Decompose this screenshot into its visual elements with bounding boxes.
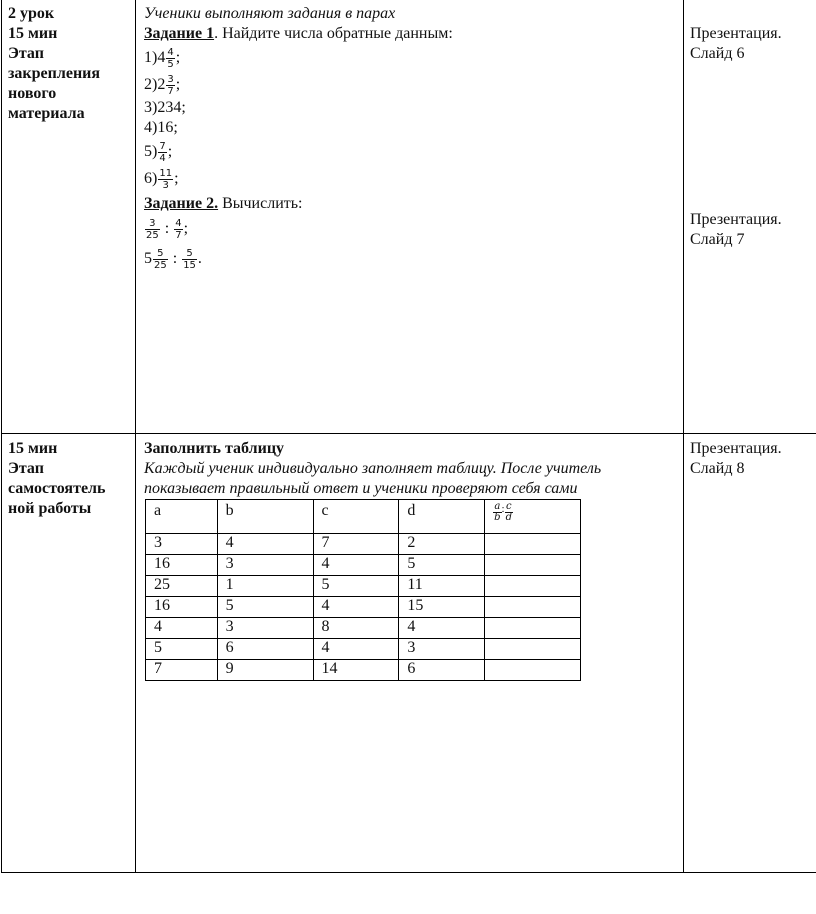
fraction bbox=[174, 218, 182, 241]
fraction-numerator: 5 bbox=[182, 248, 197, 260]
task2-heading bbox=[144, 194, 679, 214]
task1-item-suffix: ; bbox=[174, 170, 179, 187]
table-border-bottom bbox=[1, 872, 816, 873]
task1-item-suffix: ; bbox=[175, 76, 181, 93]
resource-label: Презентация. bbox=[690, 25, 782, 42]
table-cell: 8 bbox=[313, 618, 399, 639]
row2-stage-line: 15 мин bbox=[8, 440, 58, 457]
table-header-cell: d bbox=[399, 500, 485, 534]
table-answer-cell bbox=[485, 576, 581, 597]
fraction-denominator: 3 bbox=[162, 179, 169, 191]
table-cell: 4 bbox=[217, 534, 313, 555]
fraction bbox=[166, 74, 174, 97]
table-cell: 7 bbox=[313, 534, 399, 555]
resource-label: Презентация. bbox=[690, 211, 782, 228]
table-cell: 15 bbox=[399, 597, 485, 618]
fraction bbox=[145, 218, 160, 241]
table-cell: 4 bbox=[313, 597, 399, 618]
table-cell: 4 bbox=[399, 618, 485, 639]
fraction bbox=[158, 168, 173, 191]
table-answer-cell bbox=[485, 618, 581, 639]
table-header-formula-cell bbox=[485, 500, 581, 534]
table-cell: 25 bbox=[146, 576, 218, 597]
table-cell: 9 bbox=[217, 660, 313, 681]
row1-resource-slide7 bbox=[690, 210, 814, 250]
table-cell: 2 bbox=[399, 534, 485, 555]
row2-content-cell bbox=[144, 439, 679, 499]
fraction-denominator: b bbox=[494, 512, 501, 523]
fraction-numerator: 3 bbox=[167, 73, 174, 85]
table-cell: 1 bbox=[217, 576, 313, 597]
fraction-numerator: a bbox=[494, 501, 501, 512]
fraction-denominator: 7 bbox=[167, 85, 174, 97]
task2-expression bbox=[144, 214, 679, 244]
task1-item-prefix: 6) bbox=[144, 170, 158, 187]
task1-item bbox=[144, 165, 679, 192]
row2-description: показывает правильный ответ и ученики проверяют себя сами bbox=[144, 480, 578, 497]
table-cell: 6 bbox=[399, 660, 485, 681]
table-row bbox=[146, 639, 581, 660]
fraction bbox=[493, 502, 501, 523]
row2-resource-slide8 bbox=[690, 439, 814, 479]
fraction-numerator: 11 bbox=[159, 167, 173, 179]
table-row bbox=[146, 618, 581, 639]
table-cell: 4 bbox=[313, 555, 399, 576]
table-row bbox=[146, 534, 581, 555]
table-answer-cell bbox=[485, 555, 581, 576]
table-cell: 14 bbox=[313, 660, 399, 681]
task1-item bbox=[144, 138, 679, 165]
fraction-numerator: 5 bbox=[153, 248, 168, 260]
division-sign: : bbox=[168, 250, 182, 267]
task1-item-suffix: ; bbox=[175, 49, 181, 66]
row2-stage-cell bbox=[8, 439, 132, 519]
table-cell: 5 bbox=[399, 555, 485, 576]
table-cell: 3 bbox=[399, 639, 485, 660]
task1-title: Задание 1 bbox=[144, 25, 215, 42]
row1-stage-cell bbox=[8, 4, 132, 124]
fraction bbox=[158, 141, 166, 164]
table-cell: 7 bbox=[146, 660, 218, 681]
fraction-denominator: 5 bbox=[167, 58, 174, 70]
row1-stage-line: Этап bbox=[8, 45, 44, 62]
fraction-denominator: d bbox=[505, 512, 512, 523]
whole-part: 5 bbox=[144, 250, 152, 267]
table-cell: 16 bbox=[146, 555, 218, 576]
resource-slide: Слайд 6 bbox=[690, 45, 745, 62]
task2-expression bbox=[144, 244, 679, 274]
row1-stage-line: 2 урок bbox=[8, 5, 55, 22]
table-border-col1 bbox=[135, 0, 136, 873]
table-cell: 4 bbox=[146, 618, 218, 639]
table-cell: 6 bbox=[217, 639, 313, 660]
task2-text: Вычислить: bbox=[218, 195, 303, 212]
task1-item-prefix: 5) bbox=[144, 143, 158, 160]
resource-slide: Слайд 7 bbox=[690, 231, 745, 248]
task1-heading bbox=[144, 24, 679, 44]
row1-resource-slide6 bbox=[690, 24, 814, 64]
table-row bbox=[146, 576, 581, 597]
exercise-table bbox=[145, 499, 581, 681]
row1-intro: Ученики выполняют задания в парах bbox=[144, 5, 396, 22]
table-header-cell: c bbox=[313, 500, 399, 534]
resource-label: Презентация. bbox=[690, 440, 782, 457]
table-cell: 3 bbox=[146, 534, 218, 555]
fraction-denominator: 4 bbox=[159, 152, 166, 164]
fraction-denominator: 7 bbox=[175, 229, 182, 241]
task1-item bbox=[144, 44, 679, 71]
table-cell: 3 bbox=[217, 618, 313, 639]
table-answer-cell bbox=[485, 639, 581, 660]
fraction-numerator: 4 bbox=[175, 217, 182, 229]
task1-text: . Найдите числа обратные данным: bbox=[214, 25, 453, 42]
fraction bbox=[182, 248, 197, 271]
row1-stage-line: 15 мин bbox=[8, 25, 58, 42]
task1-item bbox=[144, 71, 679, 98]
expression-suffix: . bbox=[197, 250, 202, 267]
row1-stage-line: материала bbox=[8, 105, 85, 122]
row2-title: Заполнить таблицу bbox=[144, 440, 285, 457]
task1-item: 3)234; bbox=[144, 99, 186, 116]
table-answer-cell bbox=[485, 660, 581, 681]
table-answer-cell bbox=[485, 534, 581, 555]
row1-stage-line: закрепления bbox=[8, 65, 101, 82]
fraction-numerator: c bbox=[505, 501, 512, 512]
fraction bbox=[166, 47, 174, 70]
row2-stage-line: Этап bbox=[8, 460, 44, 477]
table-cell: 5 bbox=[313, 576, 399, 597]
fraction-denominator: 25 bbox=[146, 229, 159, 241]
table-answer-cell bbox=[485, 597, 581, 618]
table-cell: 11 bbox=[399, 576, 485, 597]
expression-suffix: ; bbox=[183, 220, 189, 237]
task1-item-prefix: 1)4 bbox=[144, 49, 166, 66]
fraction bbox=[153, 248, 168, 271]
table-header-cell: a bbox=[146, 500, 218, 534]
table-cell: 5 bbox=[146, 639, 218, 660]
fraction-numerator: 3 bbox=[145, 218, 160, 230]
table-cell: 16 bbox=[146, 597, 218, 618]
division-sign: : bbox=[501, 503, 505, 515]
fraction bbox=[505, 502, 513, 523]
table-cell: 5 bbox=[217, 597, 313, 618]
table-row bbox=[146, 555, 581, 576]
fraction-denominator: 25 bbox=[154, 259, 167, 271]
task1-item: 4)16; bbox=[144, 119, 178, 136]
task1-item-suffix: ; bbox=[167, 143, 173, 160]
fraction-numerator: 4 bbox=[167, 46, 174, 58]
table-header-cell: b bbox=[217, 500, 313, 534]
row2-stage-line: самостоятель bbox=[8, 480, 106, 497]
row2-description: Каждый ученик индивидуально заполняет таблицу. После учитель bbox=[144, 460, 602, 477]
resource-slide: Слайд 8 bbox=[690, 460, 745, 477]
table-border-col2 bbox=[683, 0, 684, 873]
task1-item-prefix: 2)2 bbox=[144, 76, 166, 93]
row1-content-cell bbox=[144, 4, 679, 274]
table-row bbox=[146, 597, 581, 618]
table-cell: 4 bbox=[313, 639, 399, 660]
table-header-row bbox=[146, 500, 581, 534]
fraction-numerator: 7 bbox=[159, 140, 166, 152]
table-cell: 3 bbox=[217, 555, 313, 576]
table-row bbox=[146, 660, 581, 681]
division-sign: : bbox=[160, 220, 174, 237]
table-border-left bbox=[1, 0, 2, 873]
task2-title: Задание 2. bbox=[144, 195, 219, 212]
row2-stage-line: ной работы bbox=[8, 500, 92, 517]
row1-stage-line: нового bbox=[8, 85, 57, 102]
fraction-denominator: 15 bbox=[183, 259, 196, 271]
table-border-row-divider bbox=[1, 433, 816, 434]
